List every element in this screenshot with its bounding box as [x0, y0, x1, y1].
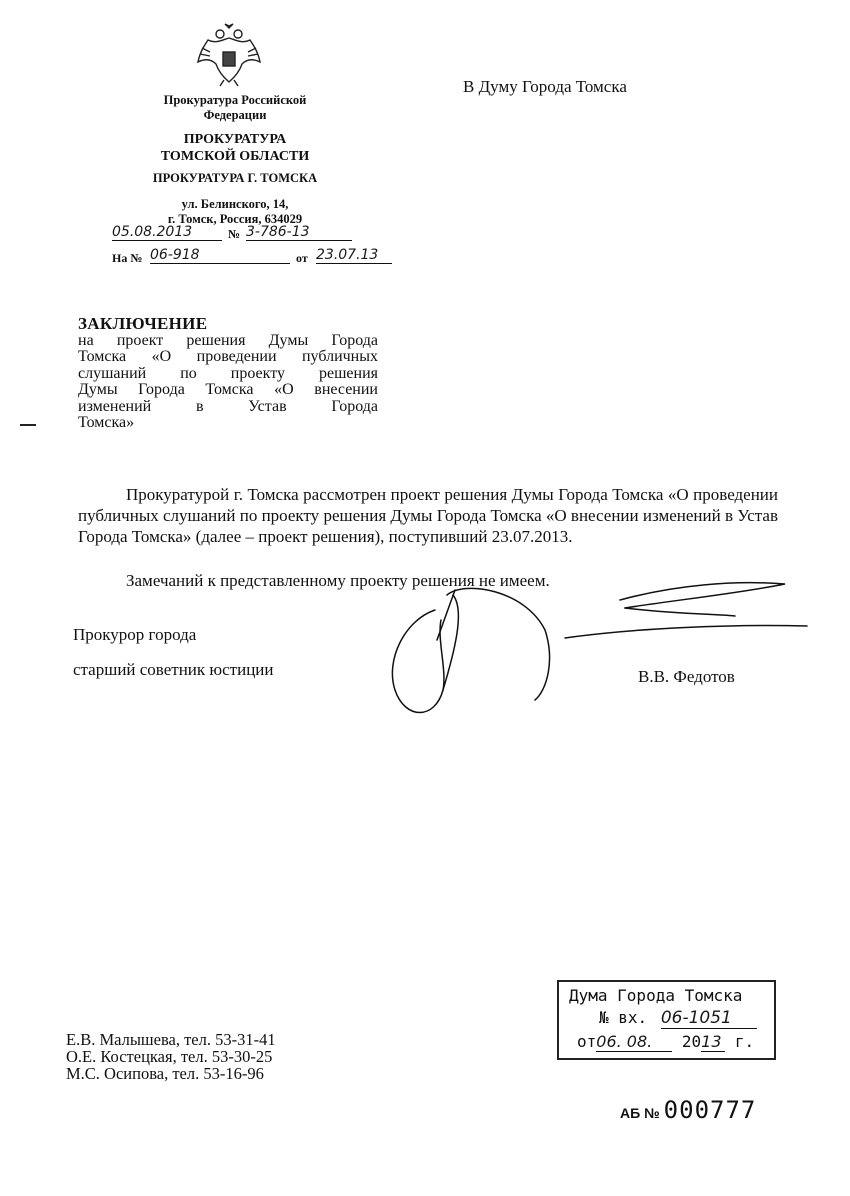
signer-name: В.В. Федотов	[638, 667, 735, 686]
subtitle-line: слушаний по проекту решения	[78, 364, 378, 382]
stamp-number: 06-1051	[661, 1008, 757, 1029]
stamp-year-unit: г.	[734, 1032, 755, 1051]
subtitle-line: Томска»	[78, 414, 135, 432]
org-name-federal	[140, 93, 330, 123]
signer-role-title: Прокурор города	[73, 625, 197, 644]
stamp-date-label: от	[577, 1032, 597, 1051]
reply-to-date: 23.07.13	[316, 247, 392, 264]
org-name-city: ПРОКУРАТУРА Г. ТОМСКА	[152, 171, 318, 185]
stamp-title: Дума Города Томска	[569, 986, 743, 1005]
handwritten-signature	[375, 570, 815, 730]
signer-rank: старший советник юстиции	[73, 660, 274, 679]
number-sign: №	[228, 227, 241, 241]
stamp-number-label: № вх.	[599, 1008, 648, 1027]
incoming-registration-stamp	[557, 980, 776, 1060]
stamp-number-row	[599, 1008, 757, 1029]
serial-number: 000777	[663, 1096, 757, 1124]
org-main-line-2: ТОМСКОЙ ОБЛАСТИ	[160, 149, 310, 164]
reply-to-label: На №	[112, 251, 143, 265]
reply-to-number: 06-918	[150, 247, 290, 264]
subtitle-line: Томска «О проведении публичных	[78, 348, 378, 366]
org-line-1: Прокуратура Российской	[163, 93, 307, 107]
subtitle-line: Думы Города Томска «О внесении	[78, 381, 378, 399]
subtitle-line: изменений в Устав Города	[78, 397, 378, 415]
outgoing-number: 3-786-13	[246, 224, 352, 241]
stamp-year-suffix: 13	[701, 1032, 725, 1052]
org-line-2: Федерации	[203, 108, 267, 122]
document-subtitle	[78, 333, 378, 431]
serial-label: АБ №	[620, 1105, 660, 1121]
addressee: В Думу Города Томска	[463, 77, 627, 96]
body-paragraph-2: Замечаний к представленному проекту решения не имеем.	[126, 571, 550, 590]
outgoing-date: 05.08.2013	[112, 224, 222, 241]
org-address	[140, 197, 330, 227]
address-line-2: г. Томск, Россия, 634029	[167, 212, 303, 226]
outgoing-reference	[112, 224, 352, 244]
org-main-line-1: ПРОКУРАТУРА	[183, 132, 287, 147]
contact-line: М.С. Осипова, тел. 53-16-96	[66, 1064, 264, 1083]
org-name-regional	[140, 131, 330, 165]
coat-of-arms-emblem	[194, 22, 264, 88]
contact-line: О.Е. Костецкая, тел. 53-30-25	[66, 1047, 273, 1066]
stamp-date: 06. 08.	[596, 1032, 672, 1052]
subtitle-line: на проект решения Думы Города	[78, 332, 378, 349]
contacts-list	[66, 1031, 276, 1082]
reply-reference	[112, 247, 392, 267]
stamp-year-prefix: 20	[681, 1032, 702, 1051]
address-line-1: ул. Белинского, 14,	[181, 197, 289, 211]
contact-line: Е.В. Малышева, тел. 53-31-41	[66, 1030, 276, 1049]
from-label: от	[296, 251, 308, 265]
margin-mark	[18, 420, 38, 430]
form-serial	[620, 1096, 756, 1124]
stamp-date-row	[577, 1032, 754, 1052]
document-title: ЗАКЛЮЧЕНИЕ	[78, 314, 208, 333]
body-paragraph-1: Прокуратурой г. Томска рассмотрен проект решения Думы Города Томска «О проведении публичных слушаний по проекту решения Думы Города Томска «О внесении изменений в Устав Города Томска» (далее – проект решения), поступивший 23.07.2013.	[78, 485, 778, 546]
